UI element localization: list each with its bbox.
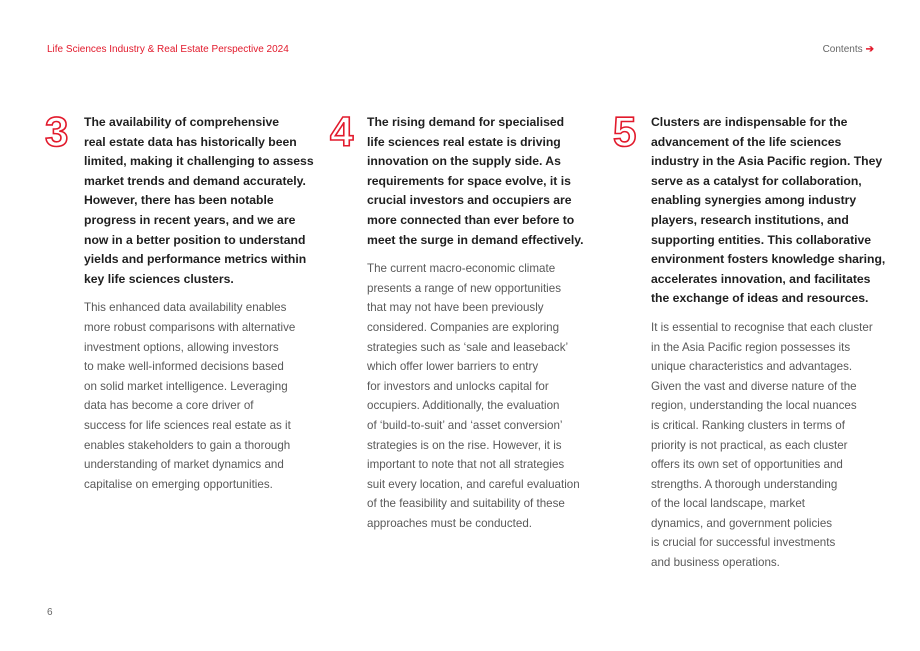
text-line: considered. Companies are exploring: [367, 320, 560, 334]
text-line: advancement of the life sciences: [651, 134, 842, 149]
text-line: for investors and unlocks capital for: [367, 379, 549, 393]
text-line: success for life sciences real estate as it: [84, 418, 291, 432]
text-line: life sciences real estate is driving: [367, 134, 561, 149]
text-line: more robust comparisons with alternative: [84, 320, 296, 334]
text-line: of ‘build-to-suit’ and ‘asset conversion’: [367, 418, 563, 432]
contents-link[interactable]: [823, 44, 874, 55]
text-line: The availability of comprehensive: [84, 115, 280, 129]
svg-text:5: 5: [613, 112, 637, 152]
text-line: The current macro-economic climate: [367, 262, 556, 276]
header-title: Life Sciences Industry & Real Estate Perspective 2024: [47, 44, 289, 55]
text-line: is crucial for successful investments: [651, 536, 836, 550]
text-line: to make well-informed decisions based: [84, 360, 284, 374]
text-line: industry in the Asia Pacific region. They: [651, 154, 883, 169]
column-section-5: [651, 113, 885, 573]
text-line: offers its own set of opportunities and: [651, 458, 843, 472]
column-section-3: [84, 113, 316, 494]
text-line: of the feasibility and suitability of these: [367, 497, 565, 511]
text-line: progress in recent years, and we are: [84, 212, 296, 227]
text-line: supporting entities. This collaborative: [651, 232, 872, 247]
text-line: and business operations.: [651, 556, 780, 570]
text-line: investment options, allowing investors: [84, 340, 279, 354]
column-section-4: [367, 113, 599, 533]
section-number-3: [44, 112, 76, 152]
text-line: understanding of market dynamics and: [84, 458, 284, 472]
text-line: of the local landscape, market: [651, 497, 806, 511]
svg-text:4: 4: [330, 112, 354, 152]
text-line: It is essential to recognise that each cluster: [651, 320, 873, 334]
text-line: strengths. A thorough understanding: [651, 477, 838, 491]
arrow-right-icon: ➔: [865, 44, 874, 55]
text-line: approaches must be conducted.: [367, 516, 532, 530]
text-line: market trends and demand accurately.: [84, 173, 306, 188]
text-line: yields and performance metrics within: [84, 252, 307, 267]
section-number-5: [612, 112, 644, 152]
text-line: players, research institutions, and: [651, 212, 849, 227]
lead-paragraph: [84, 113, 316, 289]
text-line: dynamics, and government policies: [651, 516, 833, 530]
text-line: key life sciences clusters.: [84, 271, 234, 286]
text-line: capitalise on emerging opportunities.: [84, 477, 273, 491]
text-line: enabling synergies among industry: [651, 193, 857, 208]
text-line: that may not have been previously: [367, 301, 544, 315]
contents-label: Contents: [822, 44, 863, 55]
text-line: suit every location, and careful evaluation: [367, 477, 580, 491]
text-line: data has become a core driver of: [84, 399, 254, 413]
text-line: is critical. Ranking clusters in terms of: [651, 418, 845, 432]
text-line: which offer lower barriers to entry: [367, 360, 539, 374]
text-line: strategies such as ‘sale and leaseback’: [367, 340, 569, 354]
text-line: on solid market intelligence. Leveraging: [84, 379, 288, 393]
text-line: Clusters are indispensable for the: [651, 115, 848, 129]
svg-text:3: 3: [45, 112, 69, 152]
text-line: requirements for space evolve, it is: [367, 173, 571, 188]
text-line: environment fosters knowledge sharing,: [651, 252, 886, 267]
body-paragraph: [367, 259, 599, 533]
text-line: However, there has been notable: [84, 193, 274, 208]
text-line: meet the surge in demand effectively.: [367, 232, 584, 247]
text-line: crucial investors and occupiers are: [367, 193, 572, 208]
text-line: This enhanced data availability enables: [84, 301, 287, 315]
text-line: the exchange of ideas and resources.: [651, 291, 869, 306]
text-line: strategies is on the rise. However, it is: [367, 438, 562, 452]
text-line: important to note that not all strategies: [367, 458, 565, 472]
text-line: enables stakeholders to gain a thorough: [84, 438, 291, 452]
text-line: region, understanding the local nuances: [651, 399, 857, 413]
text-line: occupiers. Additionally, the evaluation: [367, 399, 560, 413]
text-line: real estate data has historically been: [84, 134, 297, 149]
text-line: The rising demand for specialised: [367, 115, 565, 129]
text-line: presents a range of new opportunities: [367, 281, 561, 295]
body-paragraph: [84, 298, 316, 494]
text-line: priority is not practical, as each cluster: [651, 438, 848, 452]
text-line: in the Asia Pacific region possesses its: [651, 340, 851, 354]
section-number-4: [329, 112, 361, 152]
body-paragraph: [651, 318, 885, 573]
lead-paragraph: [651, 113, 885, 309]
page-number: 6: [47, 607, 53, 618]
lead-paragraph: [367, 113, 599, 250]
text-line: Given the vast and diverse nature of the: [651, 379, 857, 393]
text-line: limited, making it challenging to assess: [84, 154, 314, 169]
text-line: now in a better position to understand: [84, 232, 306, 247]
text-line: more connected than ever before to: [367, 212, 575, 227]
text-line: serve as a catalyst for collaboration,: [651, 173, 862, 188]
text-line: innovation on the supply side. As: [367, 154, 561, 169]
text-line: accelerates innovation, and facilitates: [651, 271, 871, 286]
text-line: unique characteristics and advantages.: [651, 360, 853, 374]
